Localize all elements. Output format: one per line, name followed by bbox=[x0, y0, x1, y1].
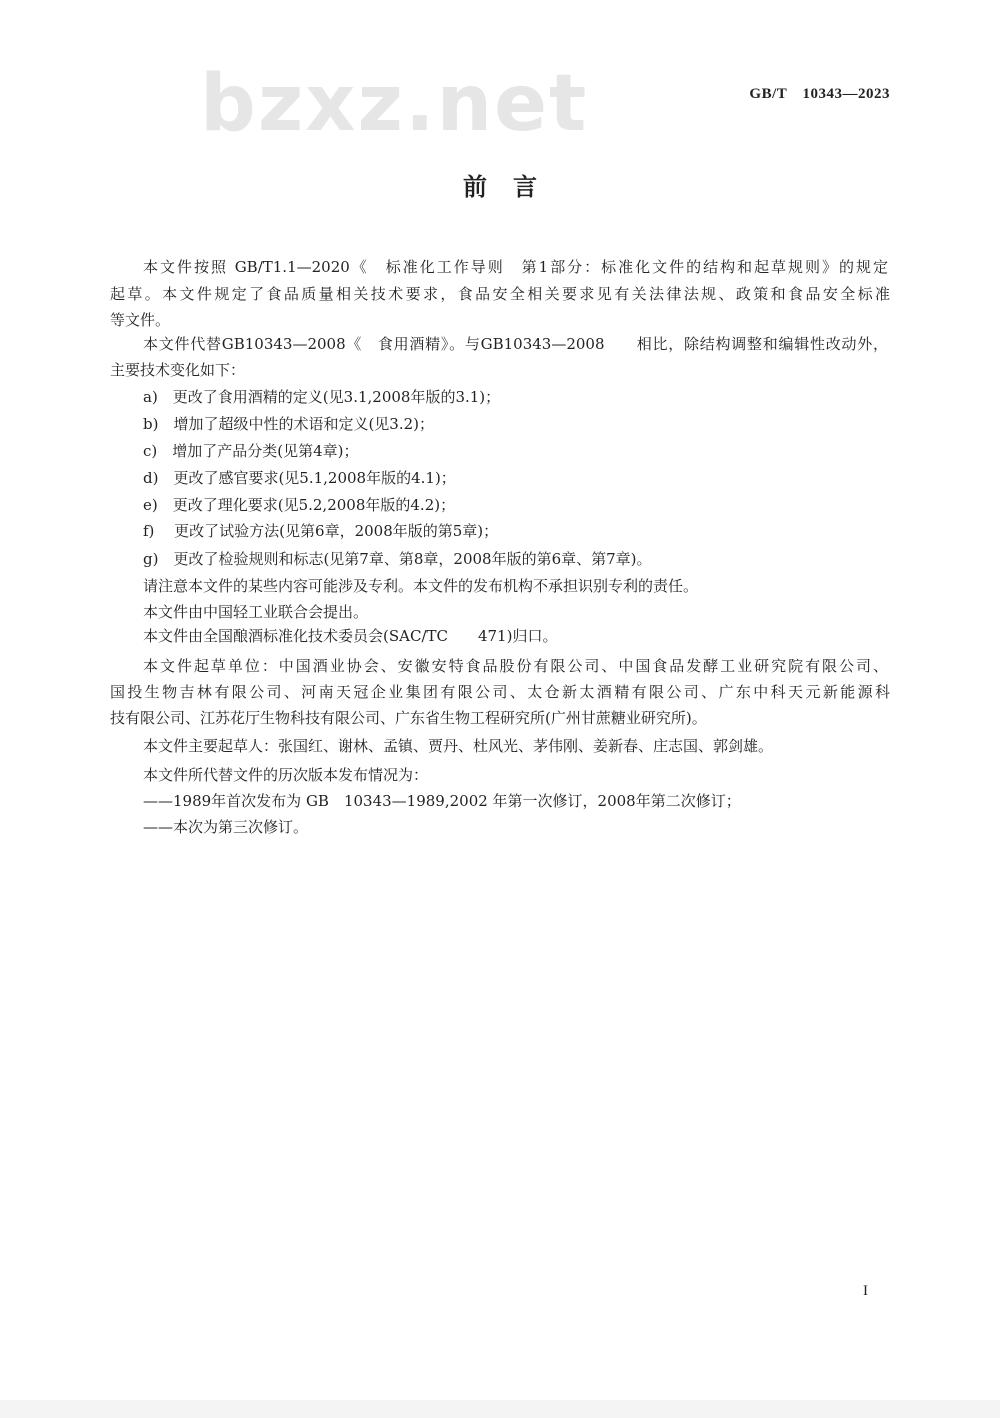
text-line: 国投生物吉林有限公司、河南天冠企业集团有限公司、太仓新太酒精有限公司、广东中科天元新能源科 bbox=[110, 683, 890, 701]
text-line: f) 更改了试验方法(见第6章，2008年版的第5章)； bbox=[143, 522, 499, 540]
text-line: 等文件。 bbox=[110, 311, 171, 329]
text-line: 本文件主要起草人：张国红、谢林、孟镇、贾丹、杜风光、茅伟刚、姜新春、庄志国、郭剑雄。 bbox=[143, 737, 774, 755]
text-line: b) 增加了超级中性的术语和定义(见3.2)； bbox=[143, 415, 435, 433]
text-line: 本文件由全国酿酒标准化技术委员会(SAC/TC 471)归口。 bbox=[143, 627, 558, 645]
page-number: I bbox=[863, 1283, 868, 1299]
text-line: d) 更改了感官要求(见5.1,2008年版的4.1)； bbox=[143, 469, 456, 487]
text-line: g) 更改了检验规则和标志(见第7章、第8章，2008年版的第6章、第7章)。 bbox=[143, 550, 652, 568]
text-line: 技有限公司、江苏花厅生物科技有限公司、广东省生物工程研究所(广州甘蔗糖业研究所)。 bbox=[110, 709, 707, 727]
text-line: ——本次为第三次修订。 bbox=[143, 818, 309, 836]
text-line: 本文件代替GB10343—2008《 食用酒精》。与GB10343—2008 相比，除结构调整和编辑性改动外， bbox=[143, 335, 888, 353]
standard-number: GB/T 10343—2023 bbox=[749, 86, 890, 102]
text-line: 本文件所代替文件的历次版本发布情况为： bbox=[143, 766, 429, 784]
text-line: 请注意本文件的某些内容可能涉及专利。本文件的发布机构不承担识别专利的责任。 bbox=[143, 577, 699, 595]
text-line: e) 更改了理化要求(见5.2,2008年版的4.2)； bbox=[143, 496, 456, 514]
text-line: 主要技术变化如下： bbox=[110, 361, 246, 379]
text-line: ——1989年首次发布为 GB 10343—1989,2002 年第一次修订，2008年第二次修订； bbox=[143, 792, 741, 810]
text-line: c) 增加了产品分类(见第4章)； bbox=[143, 442, 359, 460]
page-title: 前言 bbox=[463, 173, 563, 201]
text-line: 起草。本文件规定了食品质量相关技术要求，食品安全相关要求见有关法律法规、政策和食品安全标准 bbox=[110, 285, 890, 303]
text-line: a) 更改了食用酒精的定义(见3.1,2008年版的3.1)； bbox=[143, 388, 501, 406]
watermark: bzxz.net bbox=[200, 59, 589, 149]
text-line: 本文件由中国轻工业联合会提出。 bbox=[143, 603, 369, 621]
text-line: 本文件起草单位：中国酒业协会、安徽安特食品股份有限公司、中国食品发酵工业研究院有限公司、 bbox=[143, 657, 888, 675]
page-bottom-edge bbox=[0, 1400, 1000, 1418]
text-line: 本文件按照 GB/T1.1—2020《 标准化工作导则 第1部分：标准化文件的结构和起草规则》的规定 bbox=[143, 258, 888, 276]
